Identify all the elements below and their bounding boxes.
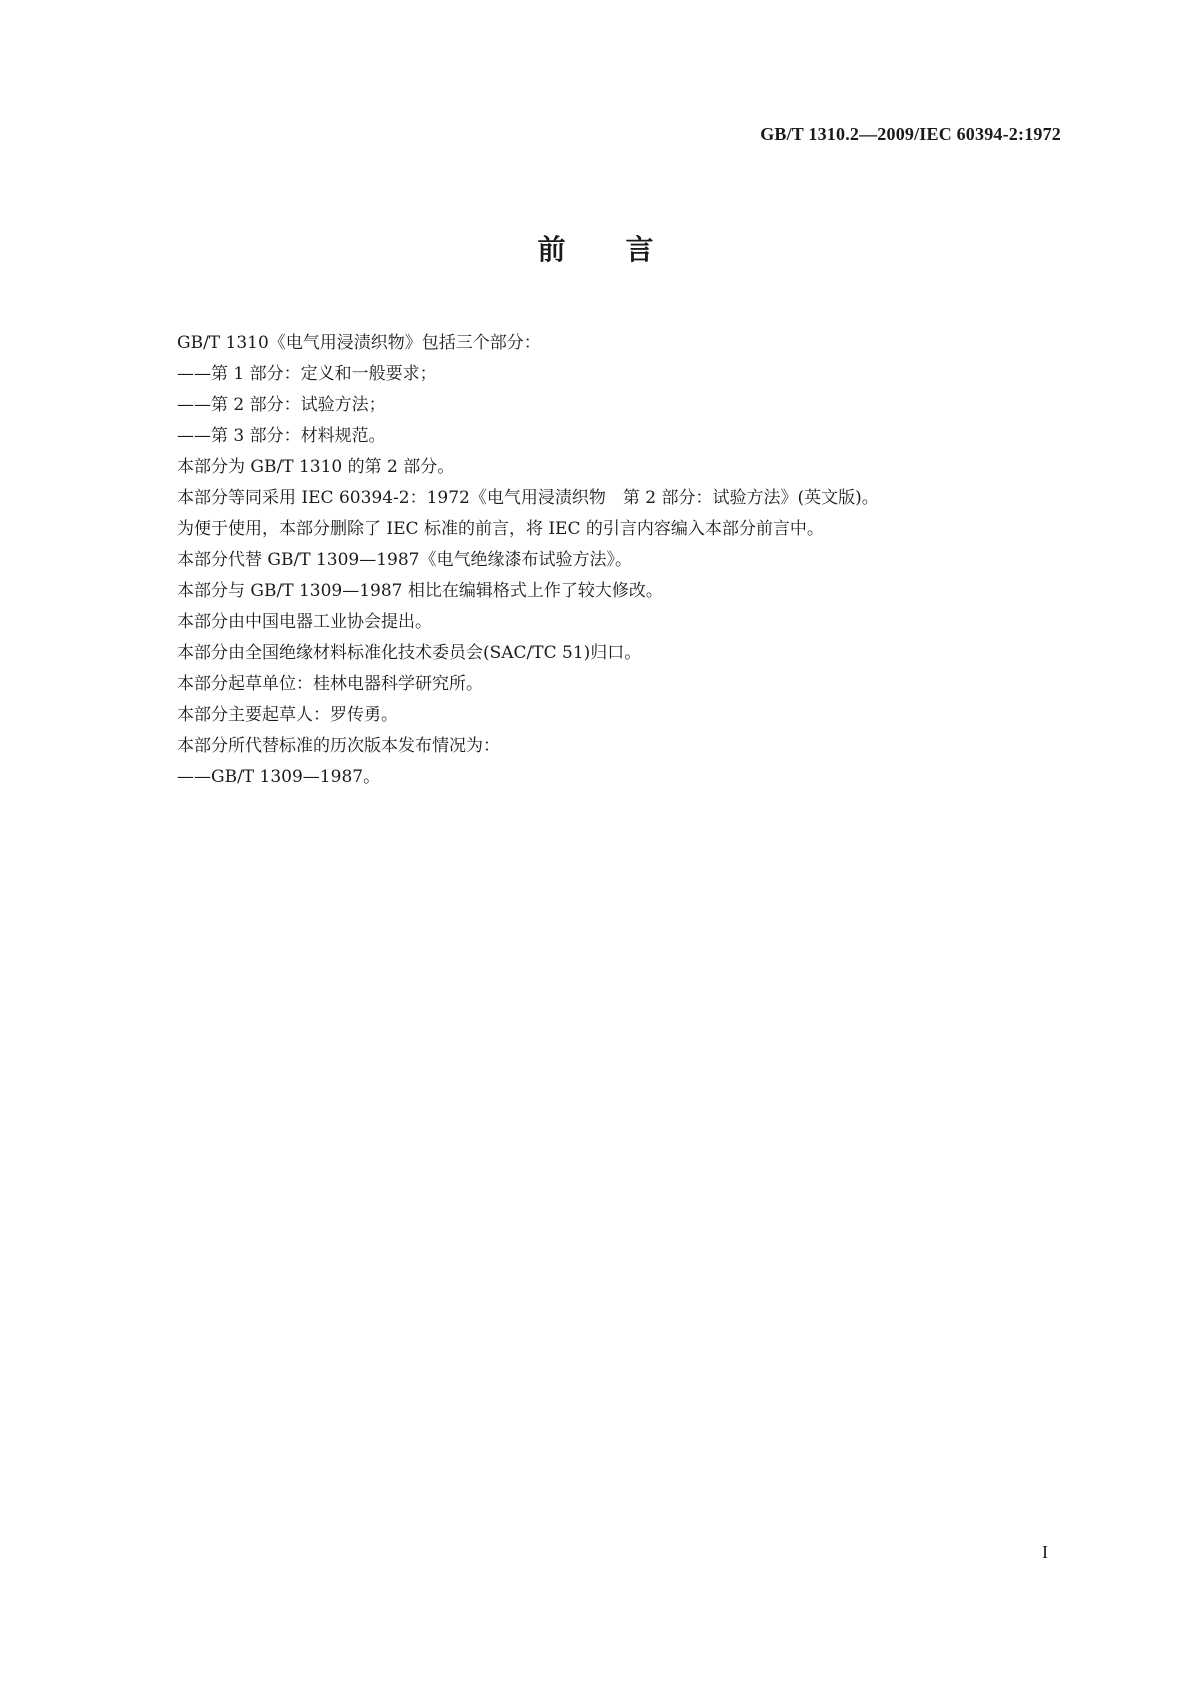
paragraph: ——第 3 部分：材料规范。 xyxy=(177,426,386,446)
paragraph: 为便于使用，本部分删除了 IEC 标准的前言，将 IEC 的引言内容编入本部分前言中。 xyxy=(177,519,824,539)
standard-code-header: GB/T 1310.2—2009/IEC 60394-2:1972 xyxy=(760,124,1061,144)
paragraph: 本部分主要起草人：罗传勇。 xyxy=(177,705,398,725)
paragraph: 本部分代替 GB/T 1309—1987《电气绝缘漆布试验方法》。 xyxy=(177,550,632,570)
paragraph: 本部分与 GB/T 1309—1987 相比在编辑格式上作了较大修改。 xyxy=(177,581,663,601)
paragraph: 本部分等同采用 IEC 60394-2：1972《电气用浸渍织物 第 2 部分：试验方法》(英文版)。 xyxy=(177,488,879,508)
page-number: I xyxy=(1042,1542,1048,1562)
paragraph: 本部分为 GB/T 1310 的第 2 部分。 xyxy=(177,457,455,477)
paragraph: ——第 1 部分：定义和一般要求； xyxy=(177,364,437,384)
paragraph: 本部分起草单位：桂林电器科学研究所。 xyxy=(177,674,483,694)
paragraph: GB/T 1310《电气用浸渍织物》包括三个部分： xyxy=(177,333,541,353)
paragraph: 本部分由中国电器工业协会提出。 xyxy=(177,612,432,632)
paragraph: 本部分由全国绝缘材料标准化技术委员会(SAC/TC 51)归口。 xyxy=(177,643,642,663)
paragraph: ——第 2 部分：试验方法； xyxy=(177,395,386,415)
paragraph: 本部分所代替标准的历次版本发布情况为： xyxy=(177,736,500,756)
page-title: 前言 xyxy=(537,233,714,266)
foreword-body xyxy=(177,328,1037,793)
paragraph: ——GB/T 1309—1987。 xyxy=(177,767,381,787)
